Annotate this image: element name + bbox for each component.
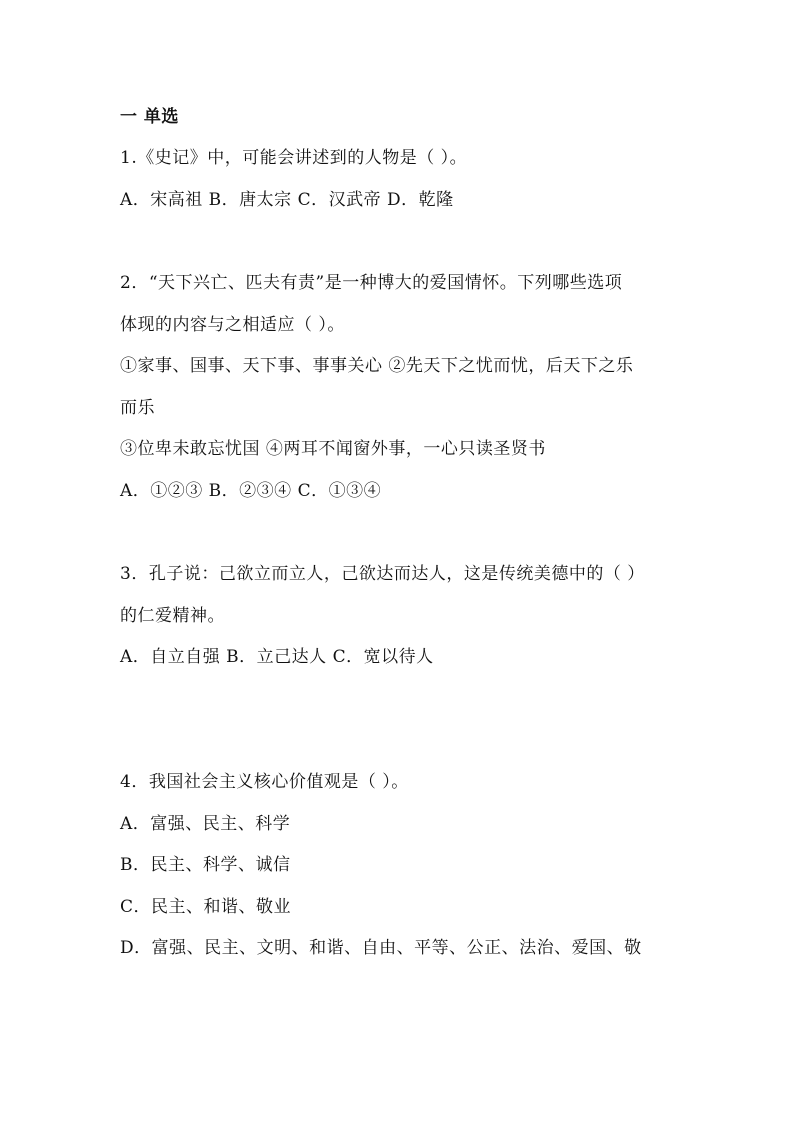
question-4-option-b: B．民主、科学、诚信	[120, 855, 291, 875]
question-3-stem-line-1: 3．孔子说：己欲立而立人，己欲达而达人，这是传统美德中的（ ）	[120, 564, 645, 584]
question-2-statements-line-1: ①家事、国事、天下事、事事关心 ②先天下之忧而忧，后天下之乐	[120, 356, 634, 376]
question-4-option-d: D．富强、民主、文明、和谐、自由、平等、公正、法治、爱国、敬	[120, 938, 642, 958]
question-3-stem-line-2: 的仁爱精神。	[120, 606, 225, 626]
question-2-statements-line-2: 而乐	[120, 398, 155, 418]
question-1-stem: 1.《史记》中，可能会讲述到的人物是（ ）。	[120, 148, 468, 168]
question-1-options: A．宋高祖 B．唐太宗 C．汉武帝 D．乾隆	[120, 190, 454, 210]
question-2-stem-line-1: 2．“天下兴亡、匹夫有责”是一种博大的爱国情怀。下列哪些选项	[120, 273, 623, 293]
question-3-options: A．自立自强 B．立己达人 C．宽以待人	[120, 647, 434, 667]
section-title: 一 单选	[120, 107, 179, 127]
question-4-stem: 4．我国社会主义核心价值观是（ ）。	[120, 772, 409, 792]
question-4-option-a: A．富强、民主、科学	[120, 814, 291, 834]
question-2-stem-line-2: 体现的内容与之相适应（ ）。	[120, 315, 345, 335]
question-2-statements-line-3: ③位卑未敢忘忧国 ④两耳不闻窗外事，一心只读圣贤书	[120, 439, 546, 459]
question-4-option-c: C．民主、和谐、敬业	[120, 897, 292, 917]
question-2-options: A．①②③ B．②③④ C．①③④	[120, 481, 382, 501]
